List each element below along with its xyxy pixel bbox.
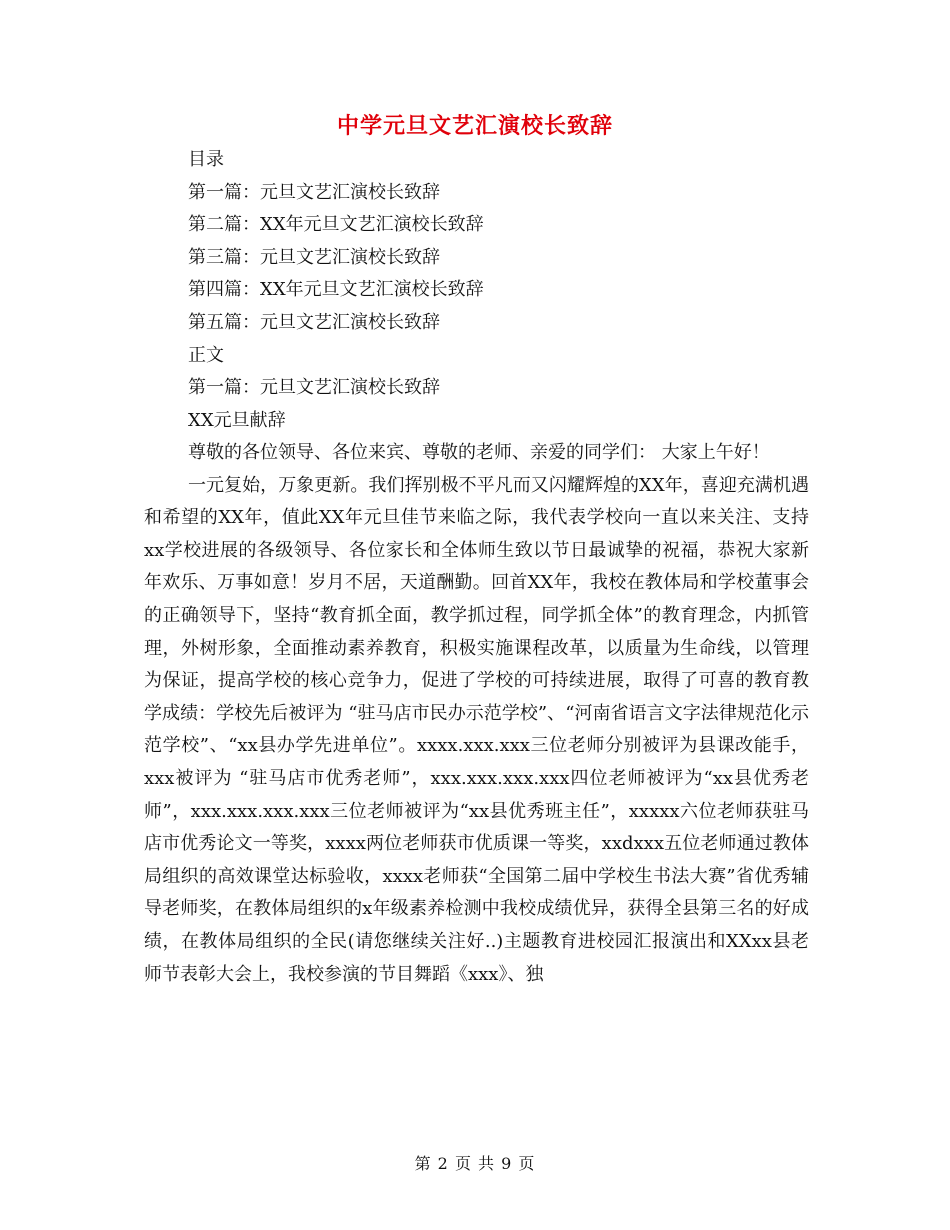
toc-item-2: 第二篇：XX年元旦文艺汇演校长致辞 (188, 214, 484, 236)
section-subtitle: XX元旦献辞 (188, 409, 286, 431)
greeting-paragraph: 尊敬的各位领导、各位来宾、尊敬的老师、亲爱的同学们： 大家上午好！ (188, 442, 770, 463)
document-title: 中学元旦文艺汇演校长致辞 (336, 113, 613, 139)
body-heading: 正文 (188, 344, 224, 366)
toc-item-5: 第五篇：元旦文艺汇演校长致辞 (188, 311, 440, 333)
speech-paragraph: 一元复始，万象更新。我们挥别极不平凡而又闪耀辉煌的XX年，喜迎充满机遇和希望的XX年，值此XX年元旦佳节来临之际，我代表学校向一直以来关注、支持xx学校进展的各级领导、各位家长和全体师生致以节日最诚挚的祝福，恭祝大家新年欢乐、万事如意！岁月不居，天道酬勤。回首XX年，我校在教体局和学校董事会的正确领导下，坚持“教育抓全面，教学抓过程，同学抓全体”的教育理念，内抓管理，外树形象，全面推动素养教育，积极实施课程改革，以质量为生命线，以管理为保证，提高学校的核心竞争力，促进了学校的可持续进展，取得了可喜的教育教学成绩：学校先后被评为 “驻马店市民办示范学校”、“河南省语言文字法律规范化示范学校”、“xx县办学先进单位”。xxxx.xxx.xxx三位老师分别被评为县课改能手，xxx被评为 “驻马店市优秀老师”，xxx.xxx.xxx.xxx四位老师被评为“xx县优秀老师”，xxx.xxx.xxx.xxx三位老师被评为“xx县优秀班主任”，xxxxx六位老师获驻马店市优秀论文一等奖，xxxx两位老师获市优质课一等奖，xxdxxx五位老师通过教体局组织的高效课堂达标验收，xxxx老师获“全国第二届中学校生书法大赛”省优秀辅导老师奖，在教体局组织的x年级素养检测中我校成绩优异，获得全县第三名的好成绩，在教体局组织的全民(请您继续关注好..)主题教育进校园汇报演出和XXxx县老师节表彰大会上，我校参演的节目舞蹈《xxx》、独 (144, 474, 809, 985)
toc-item-4: 第四篇：XX年元旦文艺汇演校长致辞 (188, 279, 484, 301)
table-of-contents (188, 144, 828, 437)
section-heading: 第一篇：元旦文艺汇演校长致辞 (188, 377, 440, 399)
page-footer: 第 2 页 共 9 页 (414, 1154, 536, 1173)
toc-item-3: 第三篇：元旦文艺汇演校长致辞 (188, 246, 440, 268)
body-text (144, 437, 809, 991)
toc-item-1: 第一篇：元旦文艺汇演校长致辞 (188, 181, 440, 203)
toc-heading: 目录 (188, 149, 224, 170)
